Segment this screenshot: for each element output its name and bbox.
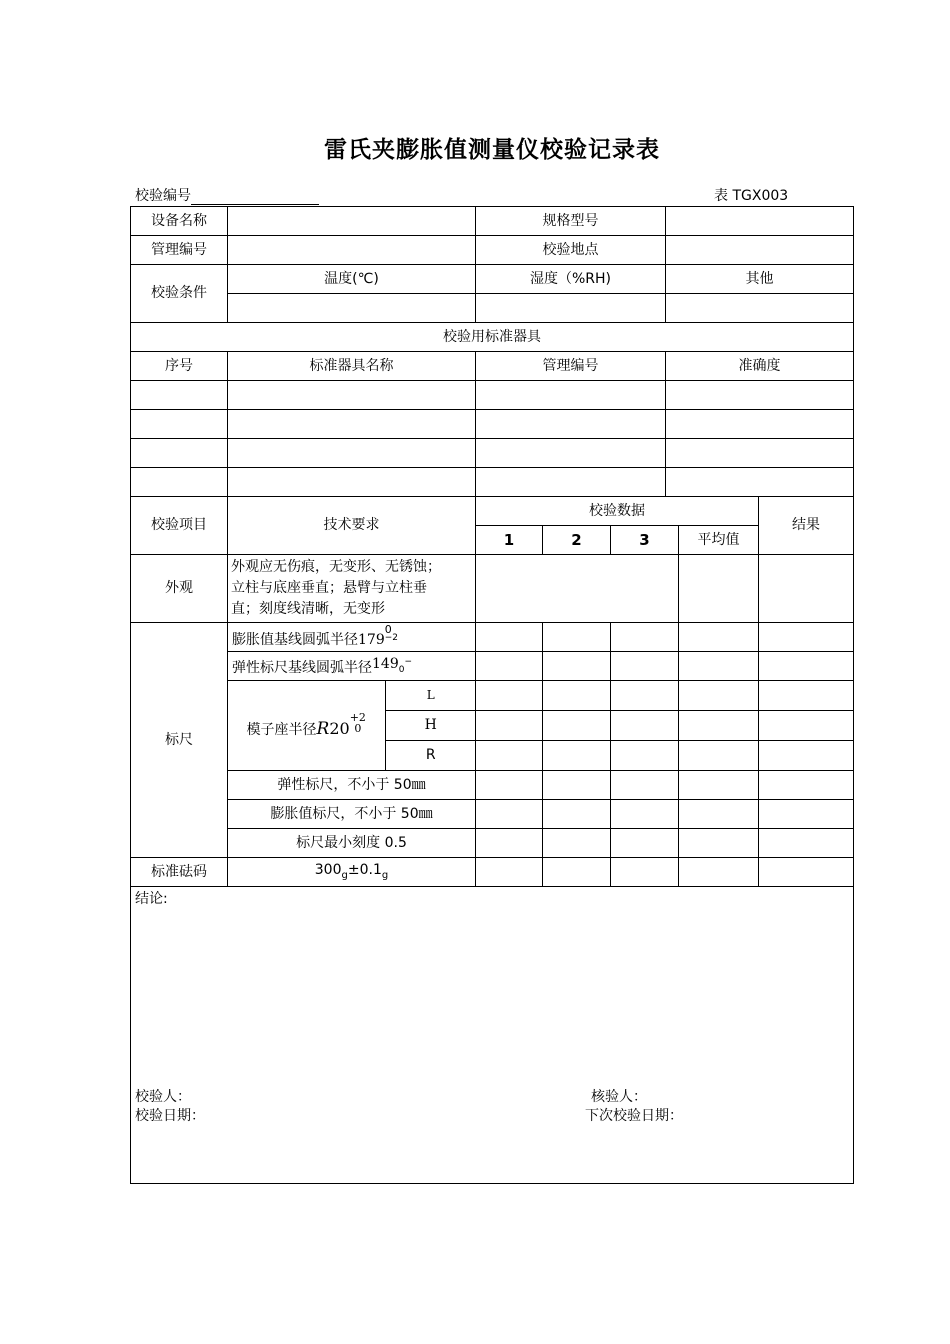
expansion-arc-requirement: 膨胀值基线圆弧半径179 0 −2: [228, 623, 476, 652]
result-cell[interactable]: [759, 858, 854, 887]
data-cell[interactable]: [679, 681, 759, 711]
data-cell[interactable]: [476, 741, 543, 771]
calibration-number-field: [135, 185, 319, 205]
data-cell[interactable]: [611, 681, 679, 711]
data-cell[interactable]: [679, 711, 759, 741]
humidity-label: 湿度（%RH): [476, 265, 666, 294]
temperature-value[interactable]: [228, 294, 476, 323]
standards-col-seq: 序号: [131, 352, 228, 381]
standards-cell[interactable]: [476, 381, 666, 410]
standards-cell[interactable]: [666, 381, 854, 410]
items-col-item: 校验项目: [131, 497, 228, 555]
standards-cell[interactable]: [476, 468, 666, 497]
data-cell[interactable]: [543, 652, 611, 681]
data-cell[interactable]: [476, 829, 543, 858]
page-title: 雷氏夹膨胀值测量仪校验记录表: [324, 137, 660, 163]
calibration-number-blank[interactable]: [191, 190, 319, 205]
elastic-arc-requirement: 弹性标尺基线圆弧半径1490−: [228, 652, 476, 681]
standards-col-name: 标准器具名称: [228, 352, 476, 381]
data-cell[interactable]: [543, 771, 611, 800]
standard-weight-requirement: $300_g\pm 0.1_g$: [228, 858, 476, 887]
sub-row-H: H: [385, 711, 476, 741]
humidity-value[interactable]: [476, 294, 666, 323]
data-cell[interactable]: [611, 711, 679, 741]
data-cell[interactable]: [611, 858, 679, 887]
standards-cell[interactable]: [666, 468, 854, 497]
calibration-form-table: [130, 206, 854, 1184]
sub-row-L: L: [385, 681, 476, 711]
result-cell[interactable]: [759, 681, 854, 711]
standards-cell[interactable]: [131, 468, 228, 497]
scale-label: 标尺: [131, 623, 228, 858]
data-cell[interactable]: [476, 652, 543, 681]
data-cell[interactable]: [679, 771, 759, 800]
data-cell[interactable]: [476, 711, 543, 741]
data-cell[interactable]: [611, 800, 679, 829]
standards-col-mgmt-no: 管理编号: [476, 352, 666, 381]
spec-model-label: 规格型号: [476, 207, 666, 236]
data-cell[interactable]: [543, 623, 611, 652]
data-cell[interactable]: [611, 829, 679, 858]
result-cell[interactable]: [759, 741, 854, 771]
conclusion-label: 结论:: [135, 891, 168, 907]
data-cell[interactable]: [476, 681, 543, 711]
standards-cell[interactable]: [666, 410, 854, 439]
items-col-requirement: 技术要求: [228, 497, 476, 555]
standards-cell[interactable]: [666, 439, 854, 468]
data-cell[interactable]: [476, 771, 543, 800]
appearance-requirement: 外观应无伤痕，无变形、无锈蚀； 立柱与底座垂直；悬臂与立柱垂 直；刻度线清晰，无变形: [228, 555, 476, 623]
standards-cell[interactable]: [476, 410, 666, 439]
standards-row: [131, 410, 854, 439]
data-cell[interactable]: [543, 858, 611, 887]
sub-row-R: R: [425, 747, 436, 764]
data-cell[interactable]: [679, 800, 759, 829]
reviewer-label: 核验人：: [591, 1089, 647, 1105]
standards-col-accuracy: 准确度: [666, 352, 854, 381]
data-cell[interactable]: [611, 623, 679, 652]
calibration-date-label: 校验日期：: [135, 1108, 205, 1124]
data-cell[interactable]: [611, 652, 679, 681]
result-cell[interactable]: [759, 623, 854, 652]
standards-cell[interactable]: [228, 439, 476, 468]
data-cell[interactable]: [611, 741, 679, 771]
appearance-avg[interactable]: [679, 555, 759, 623]
standards-cell[interactable]: [131, 439, 228, 468]
data-cell[interactable]: [679, 829, 759, 858]
data-cell[interactable]: [543, 800, 611, 829]
appearance-data[interactable]: [476, 555, 679, 623]
standards-row: [131, 439, 854, 468]
other-condition-label: 其他: [666, 265, 854, 294]
management-number-label: 管理编号: [131, 236, 228, 265]
elastic-scale-requirement: 弹性标尺，不小于 50㎜: [228, 771, 476, 800]
items-col-result: 结果: [759, 497, 854, 555]
items-col-1: 1: [476, 526, 543, 555]
result-cell[interactable]: [759, 771, 854, 800]
standards-cell[interactable]: [131, 381, 228, 410]
form-code: 表 TGX003: [714, 188, 789, 204]
data-cell[interactable]: [543, 711, 611, 741]
die-seat-subtable: [228, 681, 476, 770]
standards-cell[interactable]: [228, 468, 476, 497]
data-cell[interactable]: [543, 829, 611, 858]
spec-model-value[interactable]: [666, 207, 854, 236]
die-seat-requirement: 模子座半径R20 +2 0: [228, 681, 385, 770]
data-cell[interactable]: [679, 741, 759, 771]
items-col-data: 校验数据: [476, 497, 759, 526]
calibration-location-value[interactable]: [666, 236, 854, 265]
standards-cell[interactable]: [228, 381, 476, 410]
calibration-conditions-label: 校验条件: [131, 265, 228, 323]
data-cell[interactable]: [476, 623, 543, 652]
data-cell[interactable]: [543, 681, 611, 711]
data-cell[interactable]: [679, 652, 759, 681]
result-cell[interactable]: [759, 711, 854, 741]
standard-weight-label: 标准砝码: [131, 858, 228, 887]
min-division-requirement: 标尺最小刻度 0.5: [228, 829, 476, 858]
data-cell[interactable]: [679, 858, 759, 887]
data-cell[interactable]: [476, 858, 543, 887]
standards-row: [131, 468, 854, 497]
calibration-location-label: 校验地点: [476, 236, 666, 265]
device-name-label: 设备名称: [131, 207, 228, 236]
inspector-label: 校验人：: [135, 1089, 191, 1105]
result-cell[interactable]: [759, 800, 854, 829]
standards-cell[interactable]: [228, 410, 476, 439]
data-cell[interactable]: [476, 800, 543, 829]
data-cell[interactable]: [679, 623, 759, 652]
standards-cell[interactable]: [476, 439, 666, 468]
data-cell[interactable]: [611, 771, 679, 800]
die-seat-block: [228, 681, 476, 771]
appearance-result[interactable]: [759, 555, 854, 623]
items-col-3: 3: [611, 526, 679, 555]
management-number-value[interactable]: [228, 236, 476, 265]
standards-section-title: 校验用标准器具: [131, 323, 854, 352]
standards-cell[interactable]: [131, 410, 228, 439]
appearance-label: 外观: [131, 555, 228, 623]
result-cell[interactable]: [759, 652, 854, 681]
device-name-value[interactable]: [228, 207, 476, 236]
calibration-number-label: 校验编号: [135, 188, 191, 204]
standards-row: [131, 381, 854, 410]
next-calibration-date-label: 下次校验日期：: [585, 1108, 683, 1124]
temperature-label: 温度(℃): [228, 265, 476, 294]
data-cell[interactable]: [543, 741, 611, 771]
result-cell[interactable]: [759, 829, 854, 858]
other-condition-value[interactable]: [666, 294, 854, 323]
items-col-avg: 平均值: [679, 526, 759, 555]
conclusion-section[interactable]: [131, 887, 854, 1184]
expansion-scale-requirement: 膨胀值标尺，不小于 50㎜: [228, 800, 476, 829]
items-col-2: 2: [543, 526, 611, 555]
